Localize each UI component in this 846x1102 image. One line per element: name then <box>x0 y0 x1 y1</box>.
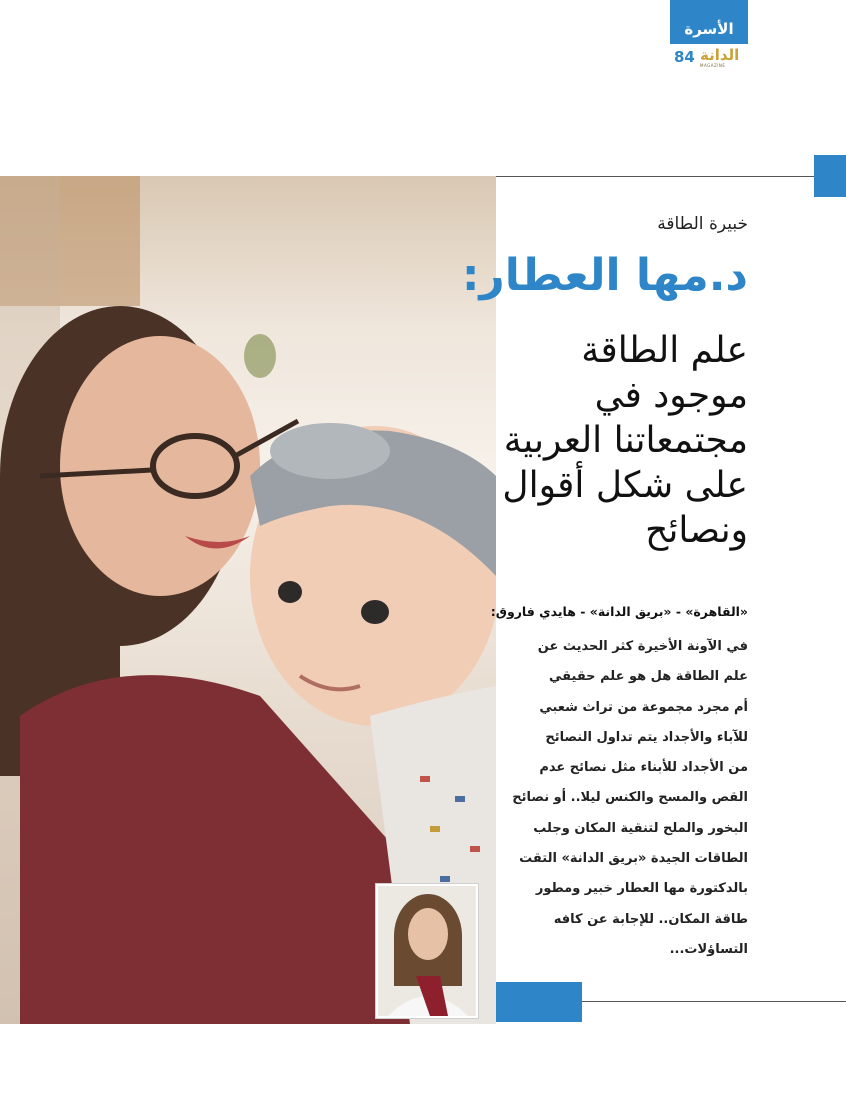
body-line: بالدكتورة مها العطار خبير ومطور <box>535 881 748 897</box>
body-line: البخور والملح لتنقية المكان وجلب <box>533 820 748 836</box>
bottom-divider <box>582 1001 846 1002</box>
body-line: في الآونة الأخيرة كثر الحديث عن <box>537 639 748 654</box>
section-badge <box>670 0 748 70</box>
body-line: للآباء والأجداد يتم تداول النصائح <box>545 729 748 745</box>
top-accent-block <box>814 155 846 197</box>
bottom-accent-block <box>496 982 582 1022</box>
article-byline: «القاهرة» - «بريق الدانة» - هايدي فاروق: <box>490 604 748 619</box>
subhead-line: مجتمعاتنا العربية <box>503 420 748 461</box>
top-divider <box>496 176 814 177</box>
magazine-logo: الدانة <box>700 46 740 64</box>
author-portrait-illustration <box>378 886 476 1016</box>
article-body <box>498 632 748 965</box>
body-line: أم مجرد مجموعة من تراث شعبي <box>539 699 748 715</box>
subhead-line: موجود في <box>594 375 748 416</box>
section-label: الأسرة <box>670 0 748 44</box>
page-number: 84 <box>674 48 695 66</box>
subhead-line: ونصائح <box>645 510 748 551</box>
article-headline: د.مها العطار: <box>461 250 748 301</box>
author-portrait <box>376 884 478 1018</box>
body-line: من الأجداد للأبناء مثل نصائح عدم <box>539 760 748 776</box>
article-subhead <box>428 328 748 553</box>
body-line: علم الطاقة هل هو علم حقيقي <box>549 669 748 685</box>
article-kicker: خبيرة الطاقة <box>657 214 748 234</box>
subhead-line: علم الطاقة <box>581 330 748 371</box>
magazine-logo-subtext: MAGAZINE <box>700 63 726 68</box>
body-line: القص والمسح والكنس ليلا.. أو نصائح <box>512 790 748 806</box>
body-line: التساؤلات... <box>669 941 748 957</box>
subhead-line: على شكل أقوال <box>502 465 748 506</box>
body-line: الطاقات الجيدة «بريق الدانة» التقت <box>519 851 748 867</box>
body-line: طاقة المكان.. للإجابة عن كافه <box>553 911 748 927</box>
